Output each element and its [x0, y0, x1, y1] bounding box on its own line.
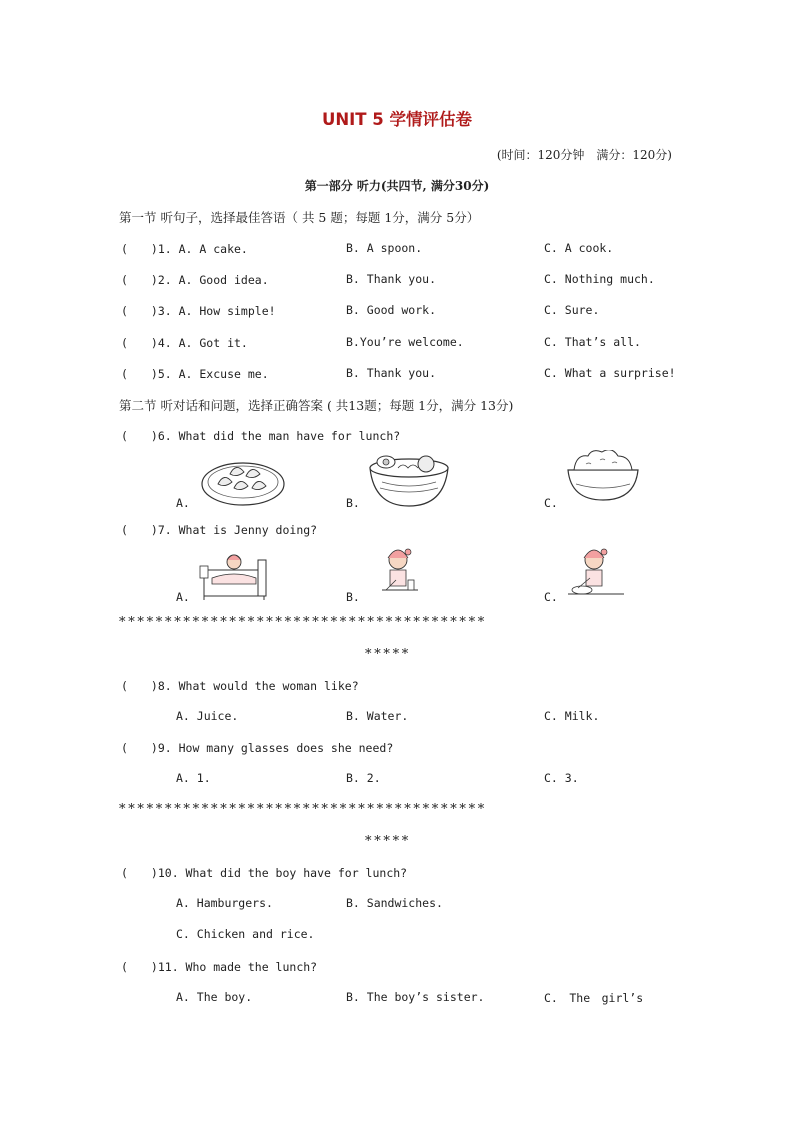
- section2-heading: 第二节 听对话和问题，选择正确答案 ( 共13题；每题 1分，满分 13分): [119, 398, 514, 413]
- option-c: C. The girl’s: [544, 991, 644, 1005]
- question-5: ( )5. A. Excuse me.: [121, 367, 269, 381]
- option-b: B. Sandwiches.: [346, 896, 443, 910]
- option-b: B. Good work.: [346, 303, 437, 317]
- option-b: B. 2.: [346, 771, 381, 785]
- option-c: C. What a surprise!: [544, 366, 676, 380]
- option-a: A. Hamburgers.: [176, 896, 273, 910]
- question-11: ( )11. Who made the lunch?: [121, 960, 318, 974]
- page-title: UNIT 5 学情评估卷: [321, 110, 473, 129]
- dumplings-image: [200, 452, 286, 508]
- option-c: C. 3.: [544, 771, 579, 785]
- option-b: B. Thank you.: [346, 272, 437, 286]
- divider-stars-short: *****: [365, 834, 411, 849]
- option-c: C. That’s all.: [544, 335, 641, 349]
- exam-meta: (时间：120分钟 满分：120分): [496, 148, 672, 162]
- option-a-label: A.: [176, 496, 190, 510]
- option-a: A. The boy.: [176, 990, 253, 1004]
- divider-stars: ****************************************: [119, 802, 487, 817]
- option-b-label: B.: [346, 496, 360, 510]
- question-9: ( )9. How many glasses does she need?: [121, 741, 394, 755]
- girl-brushing-teeth-image: [376, 544, 422, 602]
- option-a: A. 1.: [176, 771, 211, 785]
- option-c: C. Nothing much.: [544, 272, 655, 286]
- divider-stars-short: *****: [365, 647, 411, 662]
- question-10: ( )10. What did the boy have for lunch?: [121, 866, 408, 880]
- option-b: B. Thank you.: [346, 366, 437, 380]
- question-7: ( )7. What is Jenny doing?: [121, 523, 318, 537]
- option-a-label: A.: [176, 590, 190, 604]
- option-c: C. Milk.: [544, 709, 600, 723]
- option-c: C. Chicken and rice.: [176, 927, 315, 941]
- question-4: ( )4. A. Got it.: [121, 336, 248, 350]
- rice-bowl-image: [566, 450, 640, 504]
- option-b-label: B.: [346, 590, 360, 604]
- noodle-bowl-image: [368, 450, 450, 510]
- part-heading: 第一部分 听力(共四节, 满分30分): [304, 179, 490, 193]
- section1-heading: 第一节 听句子，选择最佳答语（ 共 5 题；每题 1分，满分 5分）: [119, 210, 480, 225]
- option-b: B.You’re welcome.: [346, 335, 464, 349]
- option-a: A. Juice.: [176, 709, 239, 723]
- option-b: B. A spoon.: [346, 241, 423, 255]
- option-c: C. A cook.: [544, 241, 614, 255]
- question-1: ( )1. A. A cake.: [121, 242, 248, 256]
- question-6: ( )6. What did the man have for lunch?: [121, 429, 401, 443]
- option-c-label: C.: [544, 590, 558, 604]
- option-c-label: C.: [544, 496, 558, 510]
- question-3: ( )3. A. How simple!: [121, 304, 276, 318]
- question-8: ( )8. What would the woman like?: [121, 679, 359, 693]
- option-c: C. Sure.: [544, 303, 600, 317]
- girl-in-bed-image: [198, 548, 270, 600]
- option-b: B. The boy’s sister.: [346, 990, 485, 1004]
- question-2: ( )2. A. Good idea.: [121, 273, 269, 287]
- option-b: B. Water.: [346, 709, 409, 723]
- girl-washing-dishes-image: [566, 544, 626, 602]
- divider-stars: ****************************************: [119, 615, 487, 630]
